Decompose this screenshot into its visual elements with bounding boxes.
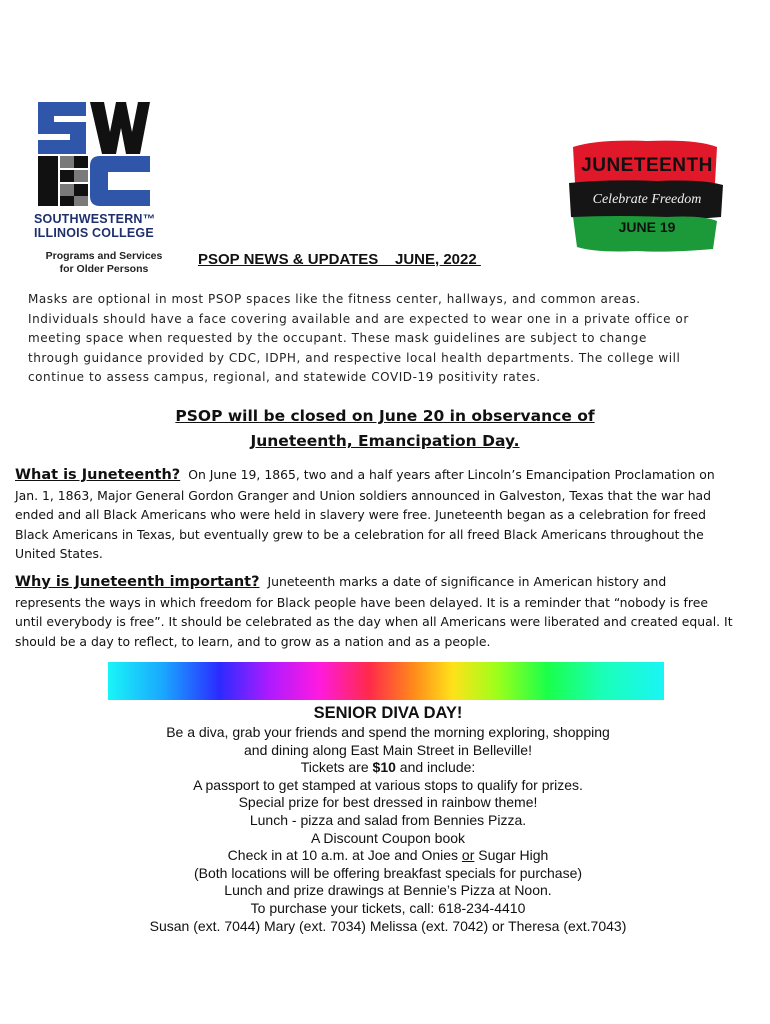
- diva-contacts-line: Susan (ext. 7044) Mary (ext. 7034) Melissa (ext. 7042) or Theresa (ext.7043): [149, 917, 627, 934]
- masks-line: through guidance provided by CDC, IDPH, and respective local health departments. The college will: [28, 350, 681, 365]
- checkin-or: or: [461, 847, 475, 864]
- diva-line: and dining along East Main Street in Belleville!: [244, 741, 532, 758]
- newsletter-header: PSOP NEWS & UPDATES JUNE, 2022: [198, 251, 481, 268]
- diva-line: Lunch and prize drawings at Bennie’s Pizza at Noon.: [224, 882, 552, 899]
- tickets-price: $10: [372, 759, 396, 776]
- senior-diva-day-section: [100, 702, 676, 935]
- tickets-suffix: and include:: [395, 759, 476, 776]
- masks-paragraph: [28, 290, 718, 388]
- what-is-juneteenth-section: [15, 465, 733, 564]
- swic-logo-mark: [34, 98, 164, 210]
- diva-line: Special prize for best dressed in rainbow theme!: [238, 794, 538, 811]
- rainbow-banner: [108, 662, 664, 700]
- masks-line: continue to assess campus, regional, and statewide COVID-19 positivity rates.: [28, 370, 541, 384]
- diva-checkin-line: [100, 847, 676, 865]
- diva-line: A Discount Coupon book: [310, 829, 466, 846]
- closed-notice: [100, 404, 670, 454]
- closed-notice-line2: Juneteenth, Emancipation Day.: [250, 432, 520, 450]
- why-juneteenth-important-section: [15, 572, 733, 651]
- why-juneteenth-important-text: Juneteenth marks a date of significance in American history and represents the ways in which freedom for Black people have been delayed. It is a reminder that “nobody is free until everybody is free”. It should be celebrated as the day when all Americans were liberated and created equal. It should be a day to reflect, to learn, and to grow as a nation and as a people.: [15, 574, 733, 649]
- diva-line: A passport to get stamped at various stops to qualify for prizes.: [193, 776, 583, 793]
- checkin-prefix: Check in at 10 a.m. at Joe and Onies: [227, 847, 462, 864]
- what-is-juneteenth-text: On June 19, 1865, two and a half years after Lincoln’s Emancipation Proclamation on Jan. 1, 1863, Major General Gordon Granger and Union soldiers announced in Galveston, Texas that the war had ended and all Black Americans who were held in slavery were free. Juneteenth began as a celebration for freed Black Americans in Texas, but eventually grew to be a celebration for all freed Black Americans throughout the United States.: [15, 467, 715, 561]
- badge-title: JUNETEENTH: [581, 155, 713, 176]
- juneteenth-badge: [567, 137, 727, 255]
- logo-programs-line2: for Older Persons: [59, 263, 149, 275]
- diva-tickets-line: [100, 759, 676, 777]
- tickets-prefix: Tickets are: [300, 759, 373, 776]
- swic-logo: [34, 98, 164, 276]
- logo-programs-line1: Programs and Services: [45, 250, 163, 262]
- closed-notice-line1: PSOP will be closed on June 20 in observance of: [175, 407, 595, 425]
- logo-name-line2: ILLINOIS COLLEGE: [34, 226, 154, 240]
- badge-subtitle: Celebrate Freedom: [592, 192, 702, 207]
- checkin-suffix: Sugar High: [474, 847, 549, 864]
- badge-date: JUNE 19: [618, 219, 676, 235]
- senior-diva-day-title: SENIOR DIVA DAY!: [313, 704, 463, 722]
- diva-line: Be a diva, grab your friends and spend the morning exploring, shopping: [166, 724, 610, 740]
- masks-line: Individuals should have a face covering available and are expected to wear one in a private office or: [28, 311, 689, 326]
- diva-line: Lunch - pizza and salad from Bennies Pizza.: [249, 811, 527, 828]
- diva-line: (Both locations will be offering breakfast specials for purchase): [193, 864, 583, 881]
- diva-phone-line: To purchase your tickets, call: 618-234-4410: [250, 899, 526, 916]
- masks-line: Masks are optional in most PSOP spaces like the fitness center, hallways, and common areas.: [28, 292, 641, 306]
- why-juneteenth-important-heading: Why is Juneteenth important?: [15, 574, 260, 590]
- masks-line: meeting space when requested by the occupant. These mask guidelines are subject to change: [28, 331, 647, 345]
- logo-name-line1: SOUTHWESTERN™: [34, 212, 156, 226]
- what-is-juneteenth-heading: What is Juneteenth?: [15, 467, 181, 483]
